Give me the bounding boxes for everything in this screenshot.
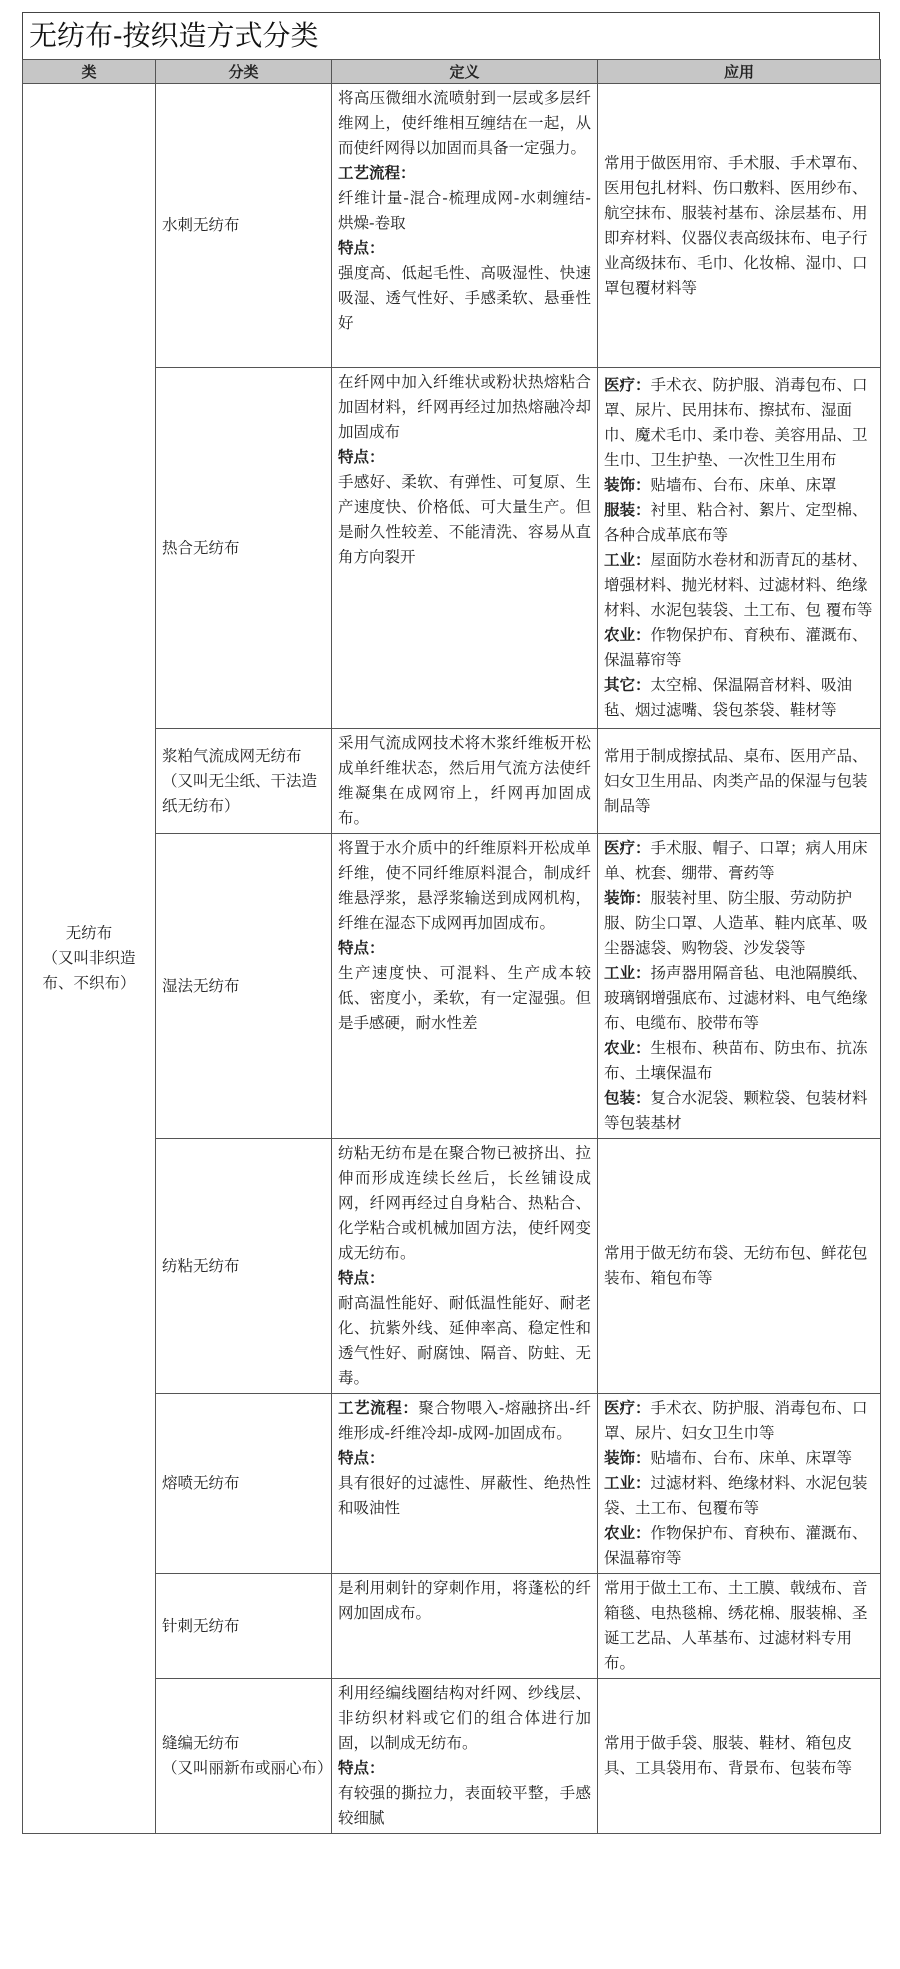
application-text: 复合水泥袋、颗粒袋、包装材料等包装基材	[604, 1089, 868, 1132]
application-segment	[604, 1446, 874, 1471]
definition-text: 将置于水介质中的纤维原料开松成单纤维，使不同纤维原料混合，制成纤维悬浮浆，悬浮浆输送到成网机构，纤维在湿态下成网再加固成布。	[338, 839, 591, 932]
application-label: 工业：	[604, 551, 651, 569]
application-text: 作物保护布、育秧布、灌溉布、保温幕帘等	[604, 626, 868, 669]
subcategory-cell	[156, 1139, 332, 1394]
definition-segment	[338, 731, 591, 831]
definition-label: 特点：	[338, 1449, 385, 1467]
application-label: 服装：	[604, 501, 651, 519]
application-label: 装饰：	[604, 1449, 651, 1467]
subcategory-name: 针刺无纺布	[162, 1616, 240, 1635]
category-text: （又叫非织造	[42, 949, 136, 967]
application-segment	[604, 623, 874, 673]
subcategory-name: 缝编无纺布	[162, 1734, 240, 1752]
subcategory-name: （又叫无尘纸、干法造纸无纺布）	[162, 771, 318, 815]
definition-cell	[332, 368, 598, 729]
subcategory-name: 浆粕气流成网无纺布	[162, 746, 302, 765]
page-title: 无纺布-按织造方式分类	[22, 12, 880, 59]
application-text: 扬声器用隔音毡、电池隔膜纸、玻璃钢增强底布、过滤材料、电气绝缘布、电缆布、胶带布等	[604, 964, 868, 1032]
application-text: 太空棉、保温隔音材料、吸油毡、烟过滤嘴、袋包茶袋、鞋材等	[604, 676, 853, 719]
subcategory-cell	[156, 1574, 332, 1679]
application-segment	[604, 151, 874, 301]
application-cell	[598, 1679, 881, 1834]
definition-text: 生产速度快、可混料、生产成本较低、密度小，柔软，有一定湿强。但是手感硬，耐水性差	[338, 964, 591, 1032]
subcategory-cell	[156, 1394, 332, 1574]
application-segment	[604, 1576, 874, 1676]
application-cell	[598, 1394, 881, 1574]
definition-segment	[338, 161, 591, 186]
definition-cell	[332, 1394, 598, 1574]
application-label: 工业：	[604, 964, 651, 982]
definition-text: 纺粘无纺布是在聚合物已被挤出、拉伸而形成连续长丝后，长丝铺设成网，纤网再经过自身粘合、热粘合、化学粘合或机械加固方法，使纤网变成无纺布。	[338, 1144, 591, 1262]
definition-text: 手感好、柔软、有弹性、可复原、生产速度快、价格低、可大量生产。但是耐久性较差、不能清洗、容易从直角方向裂开	[338, 473, 591, 566]
application-segment	[604, 548, 874, 623]
application-segment	[604, 836, 874, 886]
category-cell	[23, 84, 156, 1834]
category-text: 布、不织布）	[42, 974, 136, 992]
definition-segment	[338, 1141, 591, 1266]
application-label: 农业：	[604, 626, 651, 644]
application-label: 工业：	[604, 1474, 651, 1492]
definition-segment	[338, 836, 591, 936]
definition-segment	[338, 1266, 591, 1291]
definition-segment	[338, 1291, 591, 1391]
definition-label: 特点：	[338, 448, 385, 466]
application-segment	[604, 473, 874, 498]
application-text: 常用于做手袋、服装、鞋材、箱包皮具、工具袋用布、背景布、包装布等	[604, 1734, 853, 1777]
definition-segment	[338, 86, 591, 161]
application-label: 包装：	[604, 1089, 651, 1107]
document	[22, 12, 880, 1834]
application-segment	[604, 1521, 874, 1571]
subcategory-name: 纺粘无纺布	[162, 1256, 240, 1275]
definition-cell	[332, 84, 598, 368]
application-text: 贴墙布、台布、床单、床罩等	[650, 1449, 853, 1467]
application-segment	[604, 1241, 874, 1291]
definition-segment	[338, 1471, 591, 1521]
application-cell	[598, 1139, 881, 1394]
application-cell	[598, 1574, 881, 1679]
category-text: 无纺布	[65, 924, 113, 942]
definition-text: 耐高温性能好、耐低温性能好、耐老化、抗紫外线、延伸率高、稳定性和透气性好、耐腐蚀、隔音、防蛀、无毒。	[338, 1294, 591, 1387]
application-text: 衬里、粘合衬、絮片、定型棉、各种合成革底布等	[604, 501, 868, 544]
definition-text: 在纤网中加入纤维状或粉状热熔粘合加固材料，纤网再经过加热熔融冷却加固成布	[338, 373, 591, 441]
application-text: 作物保护布、育秧布、灌溉布、保温幕帘等	[604, 1524, 868, 1567]
application-label: 医疗：	[604, 839, 651, 857]
application-text: 过滤材料、绝缘材料、水泥包装袋、土工布、包覆布等	[604, 1474, 868, 1517]
subcategory-name: 湿法无纺布	[162, 976, 240, 995]
definition-cell	[332, 1139, 598, 1394]
subcategory-cell	[156, 368, 332, 729]
application-text: 贴墙布、台布、床单、床罩	[650, 476, 837, 494]
application-label: 农业：	[604, 1039, 651, 1057]
application-cell	[598, 368, 881, 729]
application-label: 其它：	[604, 676, 651, 694]
subcategory-name: 水刺无纺布	[162, 216, 240, 234]
application-text: 屋面防水卷材和沥青瓦的基材、增强材料、抛光材料、过滤材料、绝缘材料、水泥包装袋、土工布、包 覆布等	[604, 551, 873, 619]
application-text: 手术服、帽子、口罩；病人用床单、枕套、绷带、膏药等	[604, 839, 868, 882]
definition-cell	[332, 729, 598, 834]
application-segment	[604, 1471, 874, 1521]
application-label: 医疗：	[604, 1399, 651, 1417]
application-text: 生根布、秧苗布、防虫布、抗冻布、土壤保温布	[604, 1039, 868, 1082]
application-label: 装饰：	[604, 889, 651, 907]
application-segment	[604, 373, 874, 473]
application-text: 常用于做医用帘、手术服、手术罩布、医用包扎材料、伤口敷料、医用纱布、航空抹布、服装衬基布、涂层基布、用即弃材料、仪器仪表高级抹布、电子行业高级抹布、毛巾、化妆棉、湿巾、口罩包覆材料等	[604, 153, 868, 297]
definition-segment	[338, 261, 591, 336]
application-cell	[598, 834, 881, 1139]
application-segment	[604, 1731, 874, 1781]
application-text: 常用于做无纺布袋、无纺布包、鲜花包装布、箱包布等	[604, 1244, 868, 1287]
subcategory-cell	[156, 729, 332, 834]
definition-text: 纤维计量-混合-梳理成网-水刺缠结-烘燥-卷取	[338, 189, 591, 232]
application-segment	[604, 673, 874, 723]
definition-segment	[338, 370, 591, 445]
definition-segment	[338, 1781, 591, 1831]
definition-segment	[338, 936, 591, 961]
classification-table	[22, 59, 881, 1834]
definition-label: 特点：	[338, 1269, 385, 1287]
application-label: 装饰：	[604, 476, 651, 494]
definition-segment	[338, 1576, 591, 1626]
definition-text: 强度高、低起毛性、高吸湿性、快速吸湿、透气性好、手感柔软、悬垂性好	[338, 264, 591, 332]
definition-label: 特点：	[338, 939, 385, 957]
definition-text: 有较强的撕拉力，表面较平整，手感较细腻	[338, 1784, 591, 1827]
definition-text: 将高压微细水流喷射到一层或多层纤维网上，使纤维相互缠结在一起，从而使纤网得以加固而具备一定强力。	[338, 89, 591, 157]
subcategory-cell	[156, 834, 332, 1139]
header-definition: 定义	[332, 60, 598, 84]
application-segment	[604, 498, 874, 548]
definition-segment	[338, 1446, 591, 1471]
definition-segment	[338, 470, 591, 570]
definition-segment	[338, 236, 591, 261]
definition-text: 是利用刺针的穿刺作用，将蓬松的纤网加固成布。	[338, 1579, 591, 1622]
subcategory-cell	[156, 84, 332, 368]
table-row	[23, 84, 881, 368]
subcategory-name: 熔喷无纺布	[162, 1474, 240, 1492]
application-segment	[604, 1036, 874, 1086]
application-segment	[604, 1396, 874, 1446]
definition-text: 具有很好的过滤性、屏蔽性、绝热性和吸油性	[338, 1474, 591, 1517]
definition-segment	[338, 1681, 591, 1756]
definition-cell	[332, 834, 598, 1139]
application-text: 常用于制成擦拭品、桌布、医用产品、妇女卫生用品、肉类产品的保湿与包装制品等	[604, 746, 868, 815]
definition-label: 特点：	[338, 239, 385, 257]
definition-cell	[332, 1574, 598, 1679]
definition-text: 利用经编线圈结构对纤网、纱线层、非纺织材料或它们的组合体进行加固，以制成无纺布。	[338, 1684, 591, 1752]
table-body	[23, 84, 881, 1834]
application-segment	[604, 961, 874, 1036]
definition-segment	[338, 186, 591, 236]
application-text: 服装衬里、防尘服、劳动防护服、防尘口罩、人造革、鞋内底革、吸尘器滤袋、购物袋、沙发袋等	[604, 889, 868, 957]
subcategory-name: （又叫丽新布或丽心布）	[162, 1759, 333, 1777]
header-application: 应用	[598, 60, 881, 84]
definition-text: 聚合物喂入-熔融挤出-纤维形成-纤维冷却-成网-加固成布。	[338, 1399, 591, 1442]
definition-cell	[332, 1679, 598, 1834]
application-segment	[604, 744, 874, 819]
application-text: 手术衣、防护服、消毒包布、口罩、尿片、妇女卫生巾等	[604, 1399, 868, 1442]
subcategory-cell	[156, 1679, 332, 1834]
header-category: 类	[23, 60, 156, 84]
application-segment	[604, 1086, 874, 1136]
header-row	[23, 60, 881, 84]
definition-segment	[338, 1396, 591, 1446]
header-subcategory: 分类	[156, 60, 332, 84]
definition-label: 工艺流程：	[338, 164, 416, 182]
definition-segment	[338, 1756, 591, 1781]
application-label: 农业：	[604, 1524, 651, 1542]
application-text: 常用于做土工布、土工膜、戟绒布、音箱毯、电热毯棉、绣花棉、服装棉、圣诞工艺品、人革基布、过滤材料专用布。	[604, 1579, 868, 1672]
definition-segment	[338, 961, 591, 1036]
definition-label: 工艺流程：	[338, 1399, 419, 1417]
application-text: 手术衣、防护服、消毒包布、口罩、尿片、民用抹布、擦拭布、湿面巾、魔术毛巾、柔巾卷、美容用品、卫生巾、卫生护垫、一次性卫生用布	[604, 376, 868, 469]
application-cell	[598, 84, 881, 368]
subcategory-name: 热合无纺布	[162, 538, 240, 557]
application-cell	[598, 729, 881, 834]
definition-label: 特点：	[338, 1759, 385, 1777]
application-segment	[604, 886, 874, 961]
application-label: 医疗：	[604, 376, 651, 394]
definition-text: 采用气流成网技术将木浆纤维板开松成单纤维状态，然后用气流方法使纤维凝集在成网帘上，纤网再加固成布。	[338, 734, 591, 827]
definition-segment	[338, 445, 591, 470]
